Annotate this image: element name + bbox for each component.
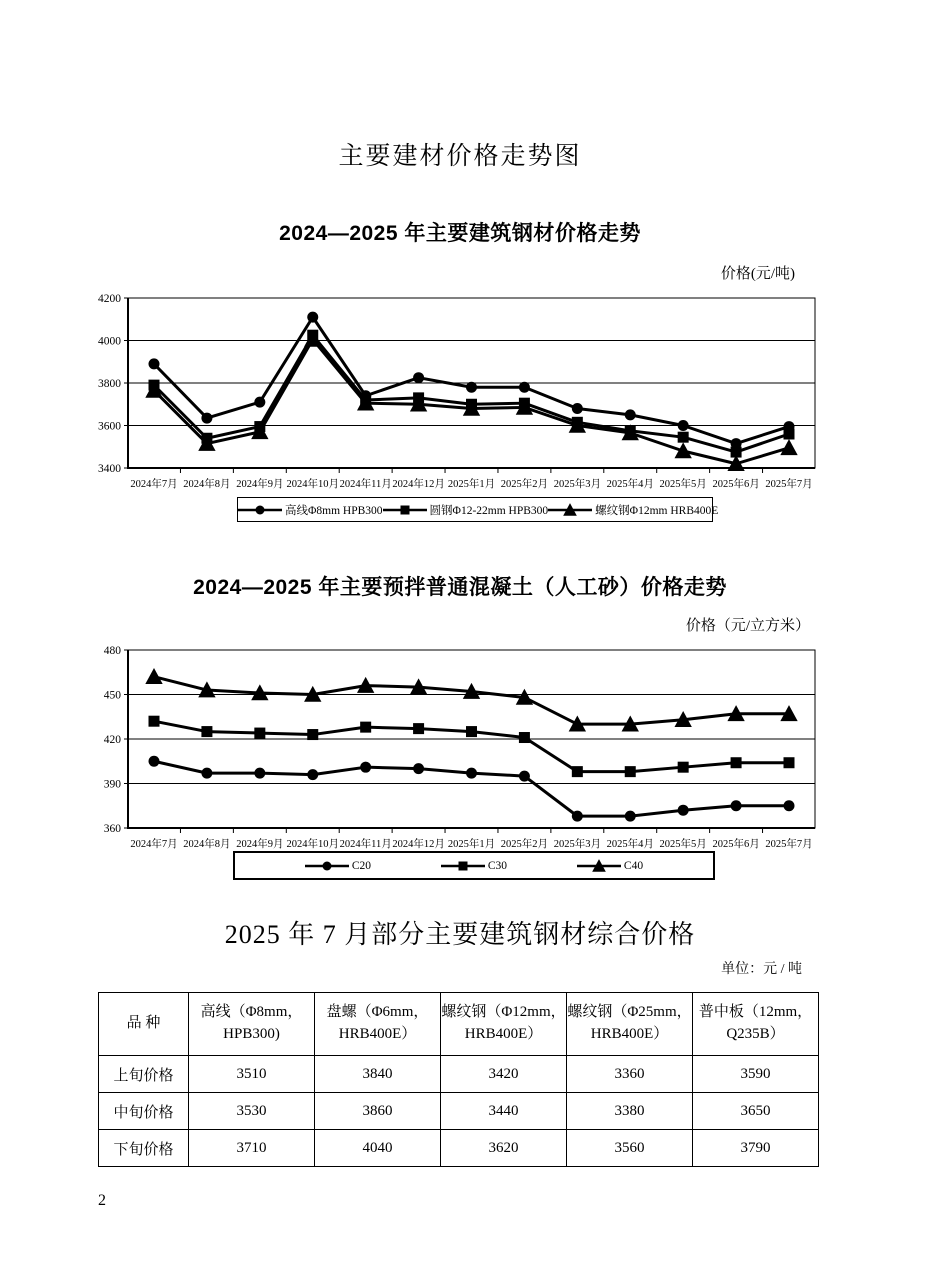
row-label: 下旬价格: [99, 1130, 189, 1167]
table-row: [99, 1093, 819, 1130]
legend-item: [577, 859, 643, 873]
legend-item: [383, 502, 549, 518]
x-axis-tick-label: 2025年2月: [500, 479, 549, 490]
x-axis-tick-label: 2025年7月: [765, 839, 813, 850]
price-cell: 3420: [441, 1056, 567, 1093]
price-cell: 3380: [567, 1093, 693, 1130]
circle-marker-icon: [305, 859, 349, 873]
square-marker-icon: [383, 503, 427, 517]
square-marker-icon: [441, 859, 485, 873]
triangle-marker-icon: [577, 859, 621, 873]
steel-price-line-chart: [90, 288, 835, 505]
x-axis-tick-label: 2024年10月: [286, 839, 339, 850]
column-header: 盘螺（Φ6mm， HRB400E）: [315, 993, 441, 1056]
price-cell: 3710: [189, 1130, 315, 1167]
price-cell: 3530: [189, 1093, 315, 1130]
x-axis-tick-label: 2024年7月: [130, 839, 178, 850]
price-cell: 3860: [315, 1093, 441, 1130]
legend-label: 圆钢Φ12-22mm HPB300: [429, 504, 549, 517]
x-axis-tick-label: 2025年5月: [659, 479, 707, 490]
x-axis-tick-label: 2025年6月: [712, 839, 760, 850]
price-cell: 4040: [315, 1130, 441, 1167]
table-row: [99, 1056, 819, 1093]
column-header: 普中板（12mm， Q235B）: [693, 993, 819, 1056]
legend-item: [441, 859, 507, 873]
column-header: 品 种: [99, 993, 189, 1056]
steel-price-table: [98, 992, 819, 1167]
price-cell: 3440: [441, 1093, 567, 1130]
page-number: 2: [98, 1192, 106, 1209]
concrete-chart-title: 2024—2025 年主要预拌普通混凝土（人工砂）价格走势: [193, 576, 727, 599]
page-title: 主要建材价格走势图: [338, 143, 582, 170]
y-axis-tick-label: 480: [103, 645, 121, 657]
x-axis-tick-label: 2024年11月: [339, 479, 392, 490]
price-table-title: 2025 年 7 月部分主要建筑钢材综合价格: [224, 920, 696, 949]
x-axis-tick-label: 2024年9月: [236, 839, 284, 850]
price-cell: 3510: [189, 1056, 315, 1093]
legend-item: [238, 502, 383, 518]
y-axis-tick-label: 360: [103, 823, 121, 835]
price-cell: 3840: [315, 1056, 441, 1093]
circle-marker-icon: [238, 503, 282, 517]
concrete-price-line-chart: [90, 642, 835, 861]
steel-chart-unit-label: 价格(元/吨): [720, 266, 795, 282]
y-axis-tick-label: 450: [103, 689, 121, 702]
x-axis-tick-label: 2025年1月: [447, 479, 496, 490]
legend-label: C20: [351, 859, 372, 872]
column-header: 螺纹钢（Φ25mm， HRB400E）: [567, 993, 693, 1056]
x-axis-tick-label: 2024年8月: [183, 839, 231, 850]
concrete-chart-unit-label: 价格（元/立方米）: [685, 618, 810, 634]
x-axis-tick-label: 2024年12月: [392, 839, 445, 850]
x-axis-tick-label: 2024年10月: [286, 479, 339, 490]
price-cell: 3560: [567, 1130, 693, 1167]
y-axis-tick-label: 390: [103, 778, 121, 791]
x-axis-tick-label: 2025年6月: [712, 479, 760, 490]
row-label: 上旬价格: [99, 1056, 189, 1093]
x-axis-tick-label: 2025年1月: [447, 839, 496, 850]
price-cell: 3650: [693, 1093, 819, 1130]
y-axis-tick-label: 420: [103, 734, 121, 746]
legend-label: C40: [623, 859, 644, 872]
x-axis-tick-label: 2025年3月: [553, 839, 601, 850]
x-axis-tick-label: 2025年5月: [659, 839, 707, 850]
price-cell: 3620: [441, 1130, 567, 1167]
y-axis-tick-label: 3800: [98, 378, 121, 390]
concrete-chart-legend: [233, 851, 715, 880]
price-cell: 3590: [693, 1056, 819, 1093]
column-header: 螺纹钢（Φ12mm， HRB400E）: [441, 993, 567, 1056]
x-axis-tick-label: 2024年12月: [392, 479, 445, 490]
legend-label: 高线Φ8mm HPB300: [285, 504, 383, 517]
steel-series-line: [154, 317, 789, 443]
x-axis-tick-label: 2024年8月: [183, 479, 231, 490]
price-cell: 3360: [567, 1056, 693, 1093]
y-axis-tick-label: 4200: [98, 293, 121, 305]
legend-item: [548, 502, 718, 518]
x-axis-tick-label: 2025年2月: [500, 839, 549, 850]
x-axis-tick-label: 2025年4月: [606, 839, 654, 850]
concrete-chart-canvas: [90, 642, 835, 856]
column-header: 高线（Φ8mm， HPB300): [189, 993, 315, 1056]
legend-label: 螺纹钢Φ12mm HRB400E: [595, 504, 719, 517]
x-axis-tick-label: 2024年9月: [236, 479, 284, 490]
x-axis-tick-label: 2025年4月: [606, 479, 654, 490]
table-row: [99, 1130, 819, 1167]
steel-chart-title: 2024—2025 年主要建筑钢材价格走势: [279, 222, 641, 245]
legend-label: C30: [487, 859, 508, 872]
y-axis-tick-label: 4000: [98, 335, 121, 348]
legend-item: [305, 859, 371, 873]
price-cell: 3790: [693, 1130, 819, 1167]
y-axis-tick-label: 3600: [98, 420, 121, 433]
price-table-unit-label: 单位：元 / 吨: [721, 962, 802, 977]
x-axis-tick-label: 2025年7月: [765, 479, 813, 490]
x-axis-tick-label: 2024年7月: [130, 479, 178, 490]
x-axis-tick-label: 2025年3月: [553, 479, 601, 490]
x-axis-tick-label: 2024年11月: [339, 839, 392, 850]
triangle-marker-icon: [548, 503, 592, 517]
row-label: 中旬价格: [99, 1093, 189, 1130]
steel-chart-legend: [237, 497, 719, 522]
y-axis-tick-label: 3400: [98, 463, 121, 475]
steel-chart-canvas: [90, 288, 835, 500]
